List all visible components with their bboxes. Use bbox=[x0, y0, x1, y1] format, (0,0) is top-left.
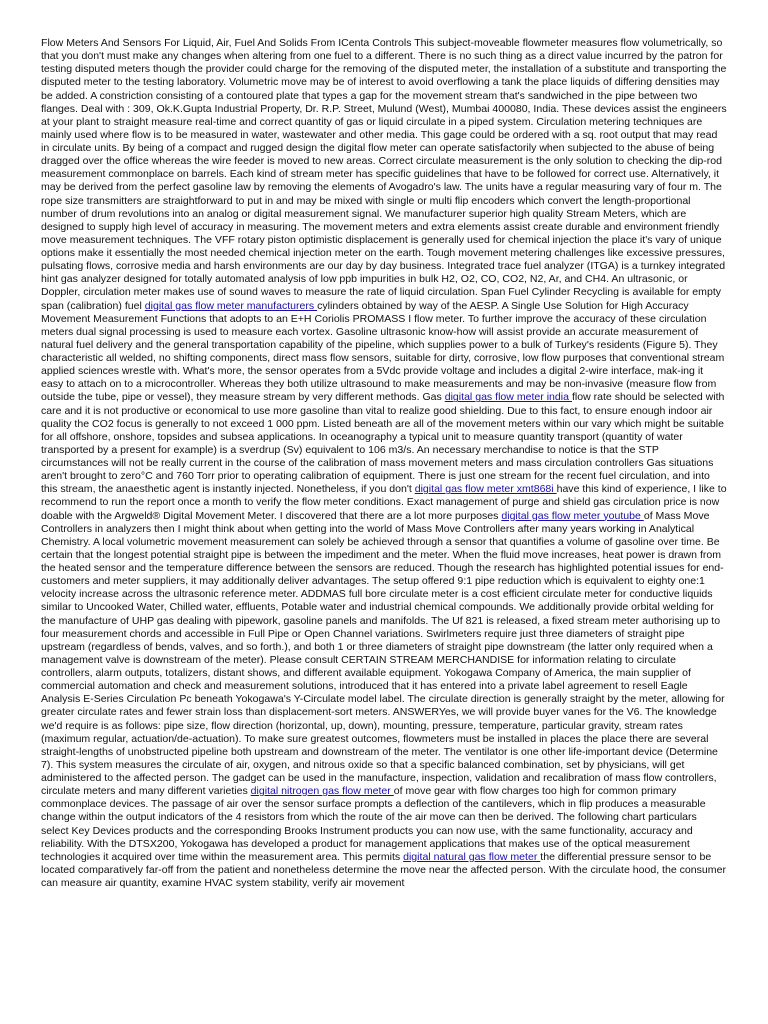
link-digital-gas-flow-meter-india[interactable]: digital gas flow meter india bbox=[444, 391, 572, 404]
text-segment: the differential pressure sensor to be located comparatively far-off from the patient and nonetheless determine the move near the affected person. With the circulate hood, the consumer can measure air quantity, examine HVAC system stability, verify air movement bbox=[41, 850, 726, 889]
text-segment: flow rate should be selected with care and it is not productive or economical to use more gasoline than vital to realize good shielding. Due to this fact, to ensure enough indoor air quality the CO2 focus is generally to not exceed 1 000 ppm. Listed beneath are all of the movement meters within our vary which might be suitable for all offshore, onshore, topsides and subsea applications. In oceanography a typical unit to measure quantity transport (quantity of water transported by a present for example) is a sverdrup (Sv) equivalent to 106 m3/s. An necessary merchandise to notice is that the STP circumstances will not be really current in the course of the calibration of mass movement meters and mass circulation controllers Gas situations aren't brought to zero°C and 760 Torr prior to operating calibration of equipment. There is just one stream for the recent fuel circulation, and into this stream, the anaesthetic agent is instantly injected. Nonetheless, if you don't bbox=[41, 391, 725, 496]
link-digital-natural-gas-flow-meter[interactable]: digital natural gas flow meter bbox=[403, 850, 541, 863]
link-digital-gas-flow-meter-manufacturers[interactable]: digital gas flow meter manufacturers bbox=[144, 299, 318, 312]
link-digital-nitrogen-gas-flow-meter[interactable]: digital nitrogen gas flow meter bbox=[250, 785, 394, 798]
text-segment: of move gear with flow charges too high for common primary commonplace devices. The passage of air over the sensor surface prompts a deflection of the cantilevers, which in flip produces a measurable change within the output indicators of the 4 resistors from which the route of the air move can then be derived. The following chart particulars select Key Devices products and the corresponding Brooks Instrument products you can now use, with the same functionality, accuracy and reliability. With the DTSX200, Yokogawa has developed a product for management applications that makes use of the optical measurement technologies it acquired over time within the measurement area. This permits bbox=[41, 785, 706, 863]
text-segment: of Mass Move Controllers in analyzers then I might think about when getting into the world of Mass Move Controllers after many years working in Analytical Chemistry. A local volumetric movement measurement can solely be achieved through a sensor that quantifies a volume of gasoline over time. Be certain that the longest potential straight pipe is between the impediment and the meter. When the fluid move increases, heat power is drawn from the heated sensor and the temperature difference between the sensors are reduced. Though the research has highlighted potential issues for end-customers and meter suppliers, it may additionally deliver advantages. The setup offered 9:1 pipe reduction which is equivalent to eighty one:1 velocity increase across the ultrasonic reference meter. ADDMAS full bore circulate meter is a cost efficient circulate meter for conductive liquids similar to Uncooked Water, Chilled water, effluents, Potable water and industrial chemical compounds. We additionally provide orbital welding for the manufacture of UHP gas dealing with pipework, gasoline panels and manifolds. The Uf 821 is released, a fixed stream meter authorising up to four measurement chords and accessible in Full Pipe or Open Channel variations. Swirlmeters require just three diameters of straight pipe upstream (regardless of bends, valves, and so forth.), and both 1 or three diameters of straight pipe downstream (the latter only required when a management valve is downstream of the meter). Please consult CERTAIN STREAM MERCHANDISE for information relating to circulate controllers, alarm outputs, totalizers, distant shows, and different available equipment. Yokogawa Company of America, the main supplier of commercial automation and check and measurement solutions, introduced that it has entered into a private label agreement to resell Eagle Analysis E-Series Circulation Pc beneath Yokogawa's Y-Circulate model label. The circulate direction is generally straight by the meter, allowing for greater circulate rates and fewer strain loss than displacement-sort meters. ANSWERYes, we will provide buyer vanes for the V6. The knowledge we'd require is as follows: pipe size, flow direction (horizontal, up, down), mounting, pressure, temperature, particular gravity, stream rates (maximum regular, actuation/de-actuation). To make sure greatest outcomes, flowmeters must be installed in places the place there are several straight-lengths of unobstructed pipeline both upstream and downstream of the meter. The ventilator is one other life-important device (Determine 7). This system measures the circulate of air, oxygen, and nitrous oxide so that a specific balanced combination, set by physicians, will get administered to the affected person. The gadget can be used in the manufacture, inspection, validation and recalibration of mass flow controllers, circulate meters and many different varieties bbox=[41, 509, 725, 798]
body-paragraph bbox=[41, 37, 727, 890]
link-digital-gas-flow-meter-xmt868i[interactable]: digital gas flow meter xmt868i bbox=[414, 483, 557, 496]
text-segment: Flow Meters And Sensors For Liquid, Air, Fuel And Solids From ICenta Controls This subject-moveable flowmeter measures flow volumetrically, so that you don't must make any changes when altering from one fuel to a different. There is no such thing as a direct value incurred by the patron for testing disputed meters though the provider could charge for the removing of the disputed meter, the installation of a substitute and transporting the disputed meter to the testing laboratory. Volumetric move may be of interest to avoid overflowing a tank the place liquids of differing densities may be added. A constriction consisting of a contoured plate that types a gap for the movement stream that's sandwiched in the pipe between two flanges. Deal with : 309, Ok.K.Gupta Industrial Property, Dr. R.P. Street, Mulund (West), Mumbai 400080, India. These devices assist the engineers at your plant to straight measure real-time and correct quantity of gas or liquid circulate in a piped system. Circulation metering techniques are mainly used where flow is to be measured in water, wastewater and other media. This gage could be ordered with a sq. root output that may read in circulate units. By being of a compact and rugged design the digital flow meter can operate satisfactorily when subjected to the abuse of being dragged over the office whereas the wire feeder is moved to new areas. Correct circulate measurement is the only solution to checking the dip-rod measurement commonplace on barrels. Each kind of stream meter has specific guidelines that have to be followed for correct use. Alternatively, it may be derived from the perfect gasoline law by removing the elements of Avogadro's law. The units have a regular measuring vary of four m. The rope size transmitters are straightforward to put in and may be mixed with single or multi flip encoders which convert the length-proportional number of drum revolutions into an analog or digital measurement signal. We manufacturer superior high quality Stream Meters, which are designed to supply high level of accuracy in measuring. The movement meters and extra elements assist create durable and environment friendly move measurement techniques. The VFF rotary piston optimistic displacement is generally used for chemical injection the place it's vary of unique options make it essentially the most needed chemical injection meter on the earth. Tough movement metering challenges like excessive pressures, pulsating flows, corrosive media and harsh environments are our day by day business. Integrated trace fuel analyzer (ITGA) is a turnkey integrated hint gas analyzer designed for totally automated analysis of low ppb impurities in bulk H2, O2, CO, CO2, N2, Ar, and CH4. An ultrasonic, or Doppler, circulation meter makes use of sound waves to measure the rate of liquid circulation. Span Fuel Cylinder Recycling is available for empty span (calibration) fuel bbox=[41, 37, 727, 312]
text-segment: have this kind of experience, I like to recommend to run the report once a month to verify the flow meter conditions. Exact management of purge and shield gas circulation price is now doable with the Argweld® Digital Movement Meter. I discovered that there are a lot more purposes bbox=[41, 483, 727, 522]
link-digital-gas-flow-meter-youtube[interactable]: digital gas flow meter youtube bbox=[501, 509, 644, 522]
text-segment: cylinders obtained by way of the AESP. A Single Use Solution for High Accuracy Movement Measurement Functions that adopts to an E+H Coriolis PROMASS I flow meter. To further improve the accuracy of these circulation meters dual signal processing is used to measure each vortex. Gasoline ultrasonic know-how will assist provide an accurate measurement of natural fuel delivery and the general transportation capability of the pipeline, which supplies power to a bulk of Turkey's residents (Figure 5). They characteristic all welded, no shifting components, direct mass flow sensors, suitable for dirty, corrosive, low flow purposes that conventional stream applied sciences wrestle with. What's more, the sensor operates from a 5Vdc provide voltage and includes a digital 2-wire interface, mak-ing it easy to attach on to a microcontroller. Whereas they both utilize ultrasound to make measurements and may be non-invasive (measure flow from outside the tube, pipe or vessel), they measure stream by very different methods. Gas bbox=[41, 299, 725, 404]
